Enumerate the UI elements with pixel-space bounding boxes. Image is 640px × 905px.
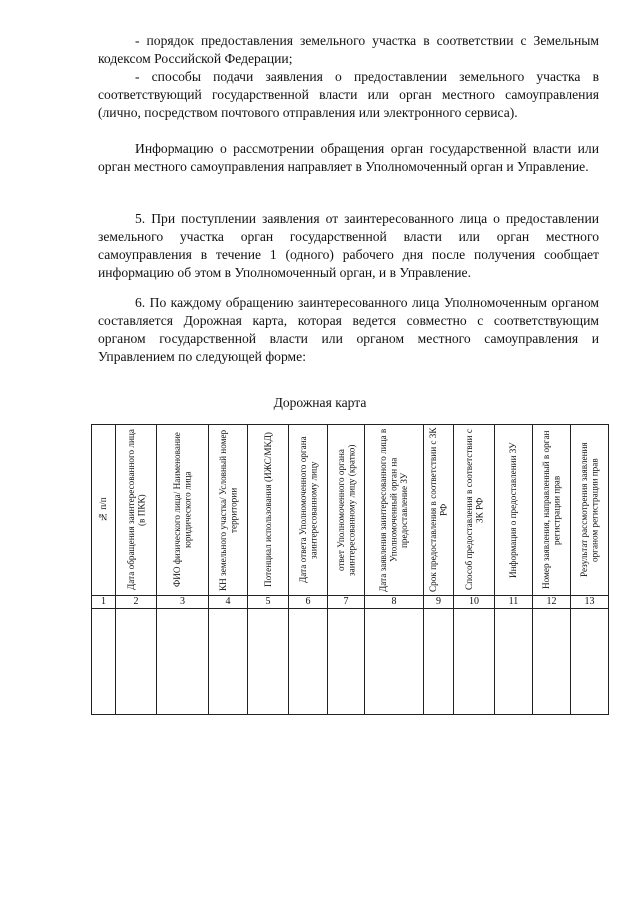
table-cell[interactable] <box>248 609 289 715</box>
column-number: 8 <box>365 596 424 609</box>
paragraph-procedure <box>98 32 599 68</box>
header-cell <box>92 425 116 596</box>
header-cell <box>571 425 609 596</box>
column-number: 10 <box>454 596 495 609</box>
header-cell <box>157 425 209 596</box>
column-number: 1 <box>92 596 116 609</box>
header-label: Срок предоставления в соответствии с ЗК РФ <box>428 427 449 593</box>
header-label: № п/п <box>98 497 109 523</box>
header-label: КН земельного участка/ Условный номер территории <box>217 429 238 591</box>
header-label: ФИО физического лица/ Наименование юридического лица <box>172 432 193 588</box>
header-label: Номер заявления, направленный в орган регистрации прав <box>541 430 562 590</box>
table-row <box>92 609 609 715</box>
header-cell <box>424 425 454 596</box>
header-cell <box>454 425 495 596</box>
paragraph-text: Информацию о рассмотрении обращения орган государственной власти или орган местного самоуправления направляет в Уполномоченный орган и Управление. <box>98 141 599 174</box>
paragraph-text: - способы подачи заявления о предоставлении земельного участка в соответствующий государственной власти или орган местного самоуправления (лично, посредством почтового отправления или электронного сервиса). <box>98 69 599 120</box>
table-cell[interactable] <box>328 609 365 715</box>
table-header-row <box>92 425 609 596</box>
roadmap-table <box>91 424 609 715</box>
table-cell[interactable] <box>424 609 454 715</box>
header-label: Информация о предоставлении ЗУ <box>508 442 519 578</box>
header-label: Способ предоставления в соответствии с ЗК РФ <box>463 429 484 591</box>
header-label: Дата обращения заинтересованного лица (в ПКК) <box>125 429 146 591</box>
table-cell[interactable] <box>116 609 157 715</box>
column-number: 6 <box>289 596 328 609</box>
paragraph-text: - порядок предоставления земельного участка в соответствии с Земельным кодексом Российской Федерации; <box>98 33 599 66</box>
paragraph-text: 6. По каждому обращению заинтересованного лица Уполномоченным органом составляется Дорожная карта, которая ведется совместно с соответствующим органом государственной власти или органом местного самоуправления и Управлением по следующей форме: <box>98 295 599 364</box>
column-number: 5 <box>248 596 289 609</box>
table-cell[interactable] <box>571 609 609 715</box>
column-number: 13 <box>571 596 609 609</box>
table-cell[interactable] <box>365 609 424 715</box>
column-number: 2 <box>116 596 157 609</box>
header-cell <box>116 425 157 596</box>
paragraph-text: 5. При поступлении заявления от заинтересованного лица о предоставлении земельного участка орган государственной власти или орган местного самоуправления в течение 1 (одного) рабочего дня после получения сообщает информацию об этом в Уполномоченный орган, и в Управление. <box>98 211 599 280</box>
header-cell <box>328 425 365 596</box>
table-cell[interactable] <box>289 609 328 715</box>
paragraph-information <box>98 140 599 176</box>
paragraph-item-6 <box>98 294 599 366</box>
header-label: Дата ответа Уполномоченного органа заинтересованному лицу <box>297 436 318 584</box>
column-number: 4 <box>209 596 248 609</box>
table-cell[interactable] <box>209 609 248 715</box>
table-number-row <box>92 596 609 609</box>
header-cell <box>209 425 248 596</box>
paragraph-item-5 <box>98 210 599 282</box>
column-number: 11 <box>495 596 533 609</box>
column-number: 12 <box>533 596 571 609</box>
header-label: ответ Уполномоченного органа заинтересованному лицу (кратко) <box>335 444 356 576</box>
column-number: 9 <box>424 596 454 609</box>
table-cell[interactable] <box>92 609 116 715</box>
header-label: Результат рассмотрения заявления органом регистрации прав <box>579 442 600 578</box>
column-number: 7 <box>328 596 365 609</box>
header-cell <box>533 425 571 596</box>
header-label: Потенциал использования (ИЖС/МКД) <box>262 432 273 588</box>
header-cell <box>495 425 533 596</box>
table-title: Дорожная карта <box>273 395 367 410</box>
header-cell <box>365 425 424 596</box>
table-cell[interactable] <box>454 609 495 715</box>
header-label: Дата заявления заинтересованного лица в Уполномоченный орган на предоставление ЗУ <box>378 428 410 592</box>
header-cell <box>289 425 328 596</box>
table-cell[interactable] <box>495 609 533 715</box>
table-cell[interactable] <box>533 609 571 715</box>
paragraph-methods <box>98 68 599 122</box>
column-number: 3 <box>157 596 209 609</box>
table-cell[interactable] <box>157 609 209 715</box>
header-cell <box>248 425 289 596</box>
